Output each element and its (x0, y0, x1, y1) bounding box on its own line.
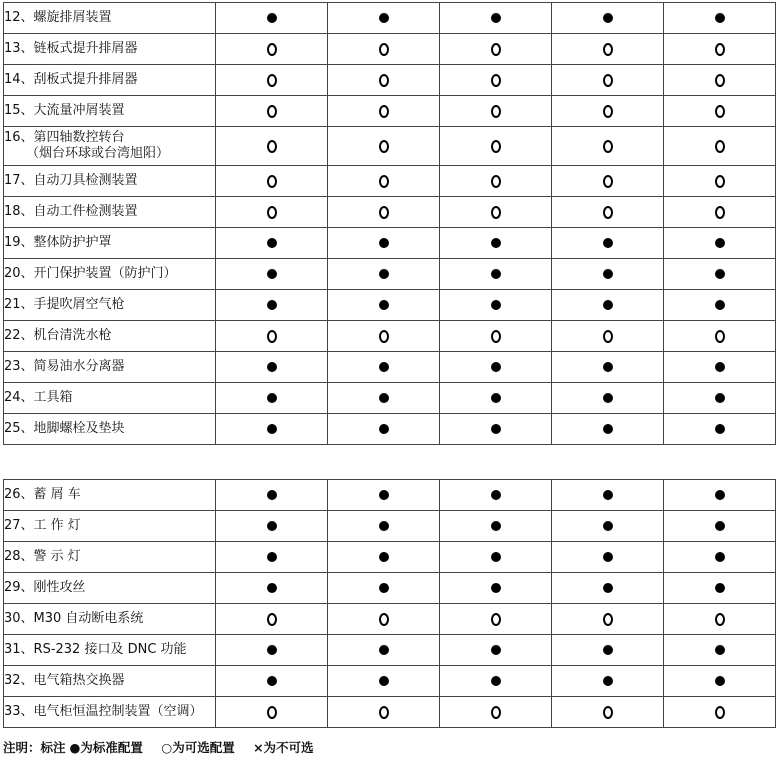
mark-cell (440, 197, 552, 228)
standard-mark-icon (267, 362, 277, 372)
mark-cell (216, 666, 328, 697)
legend-prefix: 注明：标注 (3, 740, 66, 755)
standard-mark-icon (491, 676, 501, 686)
optional-mark-icon (267, 206, 277, 219)
table-row (4, 542, 776, 573)
mark-cell (440, 127, 552, 166)
mark-cell (440, 542, 552, 573)
standard-mark-icon (603, 521, 613, 531)
standard-mark-icon (491, 424, 501, 434)
row-label-cell (4, 352, 216, 383)
standard-mark-icon (491, 552, 501, 562)
optional-mark-icon (379, 175, 389, 188)
row-label-cell (4, 414, 216, 445)
mark-cell (216, 166, 328, 197)
mark-cell (664, 321, 776, 352)
row-label: 19、整体防护护罩 (4, 235, 112, 250)
optional-mark-icon (715, 206, 725, 219)
table-row (4, 604, 776, 635)
mark-cell (216, 3, 328, 34)
standard-mark-icon (267, 424, 277, 434)
row-label: 26、蓄 屑 车 (4, 487, 81, 502)
standard-mark-icon (379, 645, 389, 655)
mark-cell (440, 65, 552, 96)
row-label-cell (4, 34, 216, 65)
mark-cell (664, 352, 776, 383)
mark-cell (440, 480, 552, 511)
mark-cell (328, 228, 440, 259)
standard-mark-icon (715, 490, 725, 500)
optional-mark-icon (715, 43, 725, 56)
standard-mark-icon (603, 300, 613, 310)
row-label: 21、手提吹屑空气枪 (4, 297, 125, 312)
row-label-cell (4, 228, 216, 259)
standard-mark-icon (603, 362, 613, 372)
mark-cell (552, 573, 664, 604)
row-label: 28、警 示 灯 (4, 549, 81, 564)
standard-mark-icon (379, 490, 389, 500)
optional-mark-icon (491, 706, 501, 719)
mark-cell (552, 127, 664, 166)
optional-mark-icon (603, 74, 613, 87)
optional-mark-icon (715, 105, 725, 118)
table-row (4, 290, 776, 321)
standard-mark-icon (491, 393, 501, 403)
standard-mark-icon (379, 238, 389, 248)
row-label-cell (4, 635, 216, 666)
mark-cell (552, 290, 664, 321)
mark-cell (216, 352, 328, 383)
mark-cell (552, 511, 664, 542)
optional-mark-icon (267, 706, 277, 719)
mark-cell (552, 383, 664, 414)
standard-mark-icon (379, 521, 389, 531)
table-row (4, 635, 776, 666)
standard-mark-icon (491, 269, 501, 279)
mark-cell (216, 383, 328, 414)
optional-mark-icon (603, 105, 613, 118)
table-row (4, 96, 776, 127)
mark-cell (328, 290, 440, 321)
mark-cell (440, 573, 552, 604)
optional-mark-icon (267, 74, 277, 87)
standard-mark-icon (715, 552, 725, 562)
standard-mark-icon (379, 300, 389, 310)
mark-cell (664, 511, 776, 542)
mark-cell (664, 383, 776, 414)
standard-mark-icon (603, 490, 613, 500)
optional-mark-icon (267, 140, 277, 153)
row-label-cell (4, 604, 216, 635)
mark-cell (216, 228, 328, 259)
optional-mark-icon (491, 206, 501, 219)
row-sublabel: （烟台环球或台湾旭阳） (26, 146, 170, 161)
mark-cell (216, 573, 328, 604)
optional-mark-icon (715, 706, 725, 719)
mark-cell (664, 96, 776, 127)
mark-cell (328, 542, 440, 573)
mark-cell (664, 480, 776, 511)
mark-cell (664, 573, 776, 604)
standard-mark-icon (379, 676, 389, 686)
mark-cell (440, 96, 552, 127)
optional-mark-icon (379, 206, 389, 219)
optional-mark-icon (603, 613, 613, 626)
standard-mark-icon (491, 645, 501, 655)
row-label-cell (4, 65, 216, 96)
row-label-cell (4, 197, 216, 228)
mark-cell (328, 96, 440, 127)
standard-mark-icon (715, 583, 725, 593)
table-row (4, 166, 776, 197)
spec-table-upper (3, 2, 776, 445)
mark-cell (552, 666, 664, 697)
standard-mark-icon (379, 362, 389, 372)
row-label-cell (4, 511, 216, 542)
mark-cell (440, 352, 552, 383)
row-label: 16、第四轴数控转台 (4, 130, 125, 145)
optional-mark-icon (715, 175, 725, 188)
mark-cell (440, 3, 552, 34)
optional-mark-icon (491, 43, 501, 56)
row-label: 25、地脚螺栓及垫块 (4, 421, 125, 436)
optional-mark-icon (267, 175, 277, 188)
mark-cell (664, 542, 776, 573)
table-row (4, 414, 776, 445)
optional-mark-icon (603, 140, 613, 153)
optional-mark-icon (379, 706, 389, 719)
standard-mark-icon (491, 238, 501, 248)
mark-cell (664, 166, 776, 197)
optional-mark-icon (379, 74, 389, 87)
standard-mark-icon (603, 583, 613, 593)
table-row (4, 573, 776, 604)
mark-cell (440, 321, 552, 352)
table-row (4, 34, 776, 65)
mark-cell (552, 635, 664, 666)
mark-cell (440, 666, 552, 697)
standard-mark-icon (603, 424, 613, 434)
row-label-cell (4, 290, 216, 321)
mark-cell (440, 259, 552, 290)
standard-mark-icon (267, 13, 277, 23)
row-label: 17、自动刀具检测装置 (4, 173, 138, 188)
standard-mark-icon (603, 676, 613, 686)
mark-cell (664, 697, 776, 728)
mark-cell (328, 697, 440, 728)
mark-cell (664, 197, 776, 228)
mark-cell (216, 197, 328, 228)
row-label: 27、工 作 灯 (4, 518, 81, 533)
standard-mark-icon (603, 13, 613, 23)
mark-cell (552, 321, 664, 352)
table-row (4, 321, 776, 352)
optional-mark-icon (379, 105, 389, 118)
row-label: 15、大流量冲屑装置 (4, 103, 125, 118)
table-row (4, 511, 776, 542)
mark-cell (552, 166, 664, 197)
table-row (4, 666, 776, 697)
row-label: 12、螺旋排屑装置 (4, 10, 112, 25)
row-label: 18、自动工件检测装置 (4, 204, 138, 219)
mark-cell (440, 635, 552, 666)
standard-mark-icon (491, 362, 501, 372)
standard-mark-icon (267, 490, 277, 500)
row-label: 33、电气柜恒温控制装置（空调） (4, 704, 203, 719)
legend-standard: ●为标准配置 (69, 740, 143, 755)
table-row (4, 480, 776, 511)
spec-table-lower (3, 479, 776, 728)
row-label-cell (4, 542, 216, 573)
standard-mark-icon (379, 424, 389, 434)
row-label-cell (4, 573, 216, 604)
row-label: 23、简易油水分离器 (4, 359, 125, 374)
mark-cell (664, 666, 776, 697)
standard-mark-icon (267, 269, 277, 279)
row-label-cell (4, 666, 216, 697)
optional-mark-icon (267, 43, 277, 56)
row-label: 32、电气箱热交换器 (4, 673, 125, 688)
table-row (4, 259, 776, 290)
standard-mark-icon (267, 583, 277, 593)
standard-mark-icon (603, 645, 613, 655)
mark-cell (440, 511, 552, 542)
mark-cell (552, 604, 664, 635)
mark-cell (216, 414, 328, 445)
standard-mark-icon (715, 238, 725, 248)
standard-mark-icon (603, 238, 613, 248)
optional-mark-icon (491, 140, 501, 153)
row-label: 29、刚性攻丝 (4, 580, 86, 595)
mark-cell (552, 352, 664, 383)
mark-cell (440, 604, 552, 635)
mark-cell (664, 259, 776, 290)
standard-mark-icon (715, 424, 725, 434)
table-row (4, 383, 776, 414)
standard-mark-icon (715, 676, 725, 686)
optional-mark-icon (603, 330, 613, 343)
row-label-cell (4, 166, 216, 197)
mark-cell (216, 127, 328, 166)
mark-cell (440, 290, 552, 321)
mark-cell (552, 414, 664, 445)
mark-cell (328, 259, 440, 290)
table-row (4, 228, 776, 259)
mark-cell (664, 228, 776, 259)
mark-cell (552, 542, 664, 573)
mark-cell (216, 511, 328, 542)
mark-cell (216, 542, 328, 573)
mark-cell (664, 290, 776, 321)
standard-mark-icon (491, 13, 501, 23)
optional-mark-icon (603, 206, 613, 219)
mark-cell (440, 383, 552, 414)
mark-cell (328, 65, 440, 96)
row-label-cell (4, 480, 216, 511)
standard-mark-icon (379, 583, 389, 593)
mark-cell (552, 3, 664, 34)
mark-cell (440, 166, 552, 197)
mark-cell (216, 259, 328, 290)
row-label: 31、RS-232 接口及 DNC 功能 (4, 642, 187, 657)
standard-mark-icon (379, 552, 389, 562)
optional-mark-icon (267, 613, 277, 626)
mark-cell (552, 34, 664, 65)
table-row (4, 352, 776, 383)
optional-mark-icon (267, 330, 277, 343)
mark-cell (664, 127, 776, 166)
mark-cell (216, 480, 328, 511)
mark-cell (328, 635, 440, 666)
optional-mark-icon (715, 140, 725, 153)
optional-mark-icon (715, 613, 725, 626)
row-label-cell (4, 96, 216, 127)
table-row (4, 127, 776, 166)
row-label-cell (4, 3, 216, 34)
mark-cell (328, 573, 440, 604)
table-row (4, 3, 776, 34)
standard-mark-icon (491, 583, 501, 593)
standard-mark-icon (603, 552, 613, 562)
mark-cell (328, 666, 440, 697)
mark-cell (216, 604, 328, 635)
mark-cell (552, 228, 664, 259)
row-label: 30、M30 自动断电系统 (4, 611, 144, 626)
standard-mark-icon (267, 238, 277, 248)
optional-mark-icon (603, 43, 613, 56)
mark-cell (328, 414, 440, 445)
standard-mark-icon (715, 13, 725, 23)
mark-cell (328, 34, 440, 65)
table-row (4, 65, 776, 96)
standard-mark-icon (715, 521, 725, 531)
mark-cell (328, 383, 440, 414)
standard-mark-icon (715, 300, 725, 310)
standard-mark-icon (491, 521, 501, 531)
mark-cell (664, 34, 776, 65)
mark-cell (328, 352, 440, 383)
optional-mark-icon (715, 330, 725, 343)
mark-cell (440, 34, 552, 65)
mark-cell (328, 511, 440, 542)
mark-cell (328, 127, 440, 166)
legend-unavailable: ×为不可选 (253, 740, 314, 755)
mark-cell (664, 65, 776, 96)
standard-mark-icon (267, 521, 277, 531)
optional-mark-icon (603, 706, 613, 719)
mark-cell (216, 321, 328, 352)
standard-mark-icon (267, 300, 277, 310)
optional-mark-icon (715, 74, 725, 87)
optional-mark-icon (491, 613, 501, 626)
mark-cell (552, 65, 664, 96)
optional-mark-icon (491, 175, 501, 188)
mark-cell (552, 259, 664, 290)
row-label: 22、机台清洗水枪 (4, 328, 112, 343)
mark-cell (216, 635, 328, 666)
mark-cell (552, 96, 664, 127)
row-label: 13、链板式提升排屑器 (4, 41, 138, 56)
standard-mark-icon (715, 269, 725, 279)
optional-mark-icon (491, 74, 501, 87)
mark-cell (216, 96, 328, 127)
optional-mark-icon (379, 613, 389, 626)
row-label: 14、刮板式提升排屑器 (4, 72, 138, 87)
optional-mark-icon (379, 43, 389, 56)
mark-cell (664, 3, 776, 34)
standard-mark-icon (603, 269, 613, 279)
standard-mark-icon (267, 552, 277, 562)
standard-mark-icon (715, 393, 725, 403)
row-label-cell (4, 127, 216, 166)
optional-mark-icon (603, 175, 613, 188)
row-label-cell (4, 383, 216, 414)
standard-mark-icon (603, 393, 613, 403)
row-label-cell (4, 259, 216, 290)
mark-cell (328, 3, 440, 34)
standard-mark-icon (379, 269, 389, 279)
mark-cell (216, 697, 328, 728)
mark-cell (328, 321, 440, 352)
mark-cell (552, 197, 664, 228)
standard-mark-icon (491, 300, 501, 310)
standard-mark-icon (379, 13, 389, 23)
mark-cell (216, 65, 328, 96)
mark-cell (440, 228, 552, 259)
legend-note (3, 738, 318, 756)
standard-mark-icon (715, 362, 725, 372)
optional-mark-icon (379, 140, 389, 153)
standard-mark-icon (267, 645, 277, 655)
table-row (4, 697, 776, 728)
standard-mark-icon (491, 490, 501, 500)
row-label-cell (4, 321, 216, 352)
optional-mark-icon (491, 105, 501, 118)
standard-mark-icon (379, 393, 389, 403)
mark-cell (440, 697, 552, 728)
mark-cell (328, 604, 440, 635)
table-row (4, 197, 776, 228)
mark-cell (328, 480, 440, 511)
mark-cell (664, 414, 776, 445)
mark-cell (664, 635, 776, 666)
standard-mark-icon (267, 393, 277, 403)
standard-mark-icon (267, 676, 277, 686)
legend-optional: ○为可选配置 (161, 740, 235, 755)
optional-mark-icon (379, 330, 389, 343)
mark-cell (328, 166, 440, 197)
mark-cell (328, 197, 440, 228)
row-label: 20、开门保护装置（防护门） (4, 266, 177, 281)
optional-mark-icon (267, 105, 277, 118)
row-label: 24、工具箱 (4, 390, 73, 405)
mark-cell (440, 414, 552, 445)
mark-cell (216, 290, 328, 321)
mark-cell (664, 604, 776, 635)
optional-mark-icon (491, 330, 501, 343)
mark-cell (216, 34, 328, 65)
row-label-cell (4, 697, 216, 728)
mark-cell (552, 697, 664, 728)
standard-mark-icon (715, 645, 725, 655)
mark-cell (552, 480, 664, 511)
